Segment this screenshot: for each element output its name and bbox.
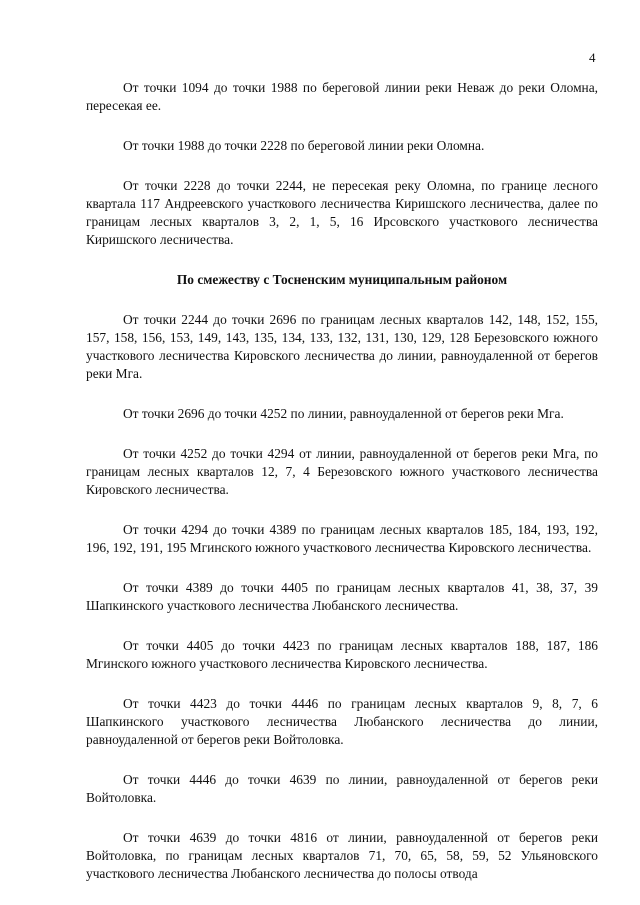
paragraph-4446-4639: От точки 4446 до точки 4639 по линии, равноудаленной от берегов реки Войтоловка. bbox=[86, 772, 598, 805]
page-number: 4 bbox=[589, 50, 596, 65]
paragraph-2228-2244: От точки 2228 до точки 2244, не пересекая реку Оломна, по границе лесного квартала 117 Андреевского участкового лесничества Киришского лесничества, далее по границам лесных кварталов 3, 2, 1, 5, 16 Ирсовского участкового лесничества Киришского лесничества. bbox=[86, 178, 598, 247]
paragraph-4639-4816: От точки 4639 до точки 4816 от линии, равноудаленной от берегов реки Войтоловка, по границам лесных кварталов 71, 70, 65, 58, 59, 52 Ульяновского участкового лесничества Любанского лесничества до полосы отвода bbox=[86, 830, 598, 881]
paragraph-4294-4389: От точки 4294 до точки 4389 по границам лесных кварталов 185, 184, 193, 192, 196, 192, 191, 195 Мгинского южного участкового лесничества Кировского лесничества. bbox=[86, 522, 598, 555]
paragraph-1094-1988: От точки 1094 до точки 1988 по береговой линии реки Неваж до реки Оломна, пересекая ее. bbox=[86, 80, 598, 113]
document-body bbox=[86, 79, 598, 905]
paragraph-2696-4252: От точки 2696 до точки 4252 по линии, равноудаленной от берегов реки Мга. bbox=[123, 406, 564, 421]
paragraph-1988-2228: От точки 1988 до точки 2228 по береговой линии реки Оломна. bbox=[123, 138, 485, 153]
paragraph-4405-4423: От точки 4405 до точки 4423 по границам лесных кварталов 188, 187, 186 Мгинского южного участкового лесничества Кировского лесничества. bbox=[86, 638, 598, 671]
paragraph-4389-4405: От точки 4389 до точки 4405 по границам лесных кварталов 41, 38, 37, 39 Шапкинского участкового лесничества Любанского лесничества. bbox=[86, 580, 598, 613]
paragraph-4252-4294: От точки 4252 до точки 4294 от линии, равноудаленной от берегов реки Мга, по границам лесных кварталов 12, 7, 4 Березовского южного участкового лесничества Кировского лесничества. bbox=[86, 446, 598, 497]
section-heading: По смежеству с Тосненским муниципальным районом bbox=[176, 272, 508, 287]
paragraph-2244-2696: От точки 2244 до точки 2696 по границам лесных кварталов 142, 148, 152, 155, 157, 158, 156, 153, 149, 143, 135, 134, 133, 132, 131, 130, 129, 128 Березовского южного участкового лесничества Кировского лесничества до линии, равноудаленной от берегов реки Мга. bbox=[86, 312, 598, 381]
paragraph-4423-4446: От точки 4423 до точки 4446 по границам лесных кварталов 9, 8, 7, 6 Шапкинского участкового лесничества Любанского лесничества до линии, равноудаленной от берегов реки Войтоловка. bbox=[86, 696, 598, 747]
